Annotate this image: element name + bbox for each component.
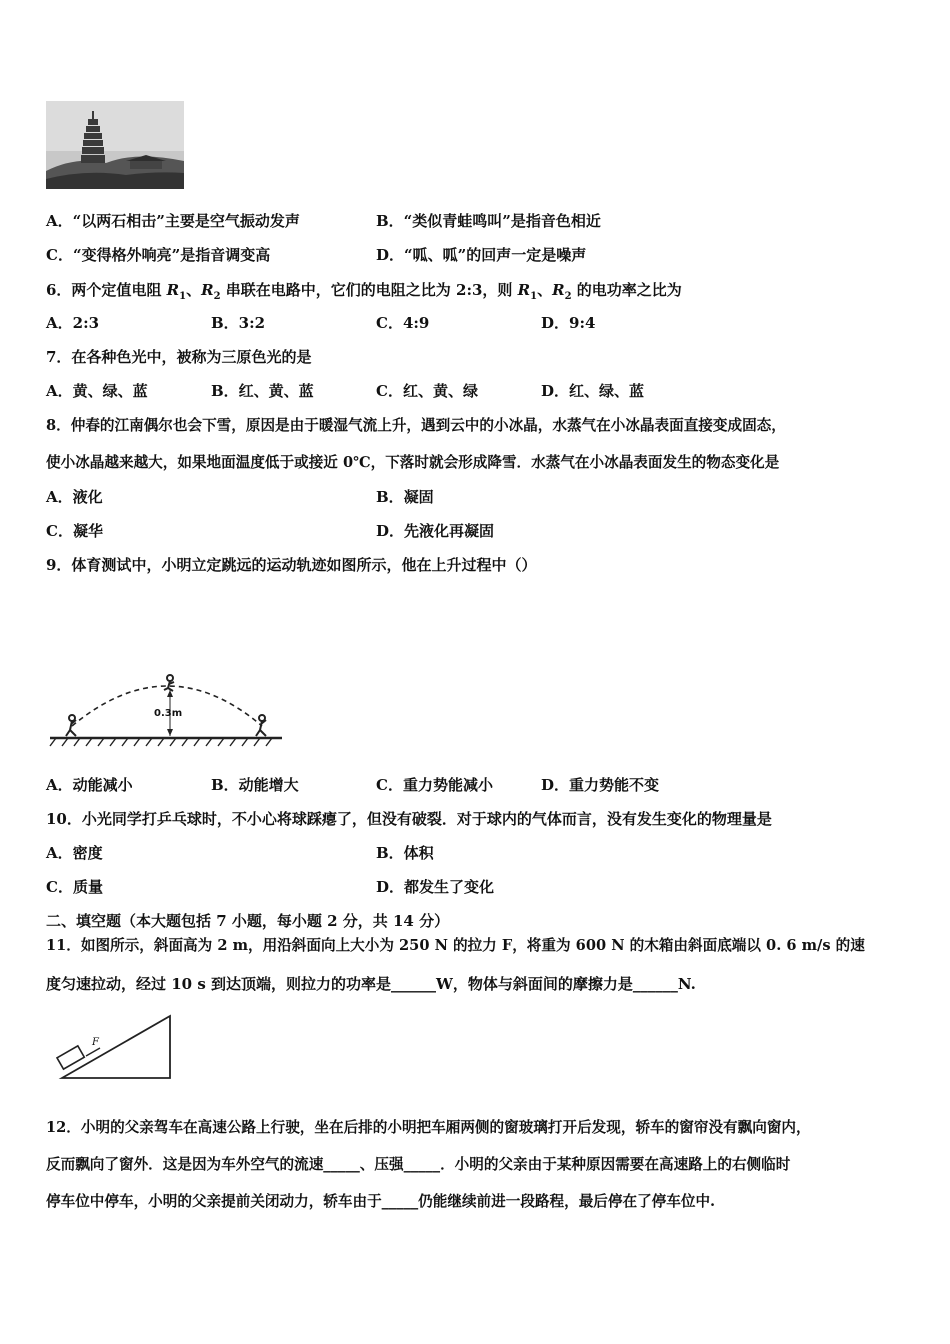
pagoda-photo-svg <box>46 101 184 189</box>
q7-option-c[interactable]: C．红、黄、绿 <box>376 382 478 400</box>
q6-r1-sub: 1 <box>179 291 187 302</box>
height-label: 0.3m <box>154 708 183 719</box>
q12-line-3-text-b: 仍能继续前进一段路程，最后停在了停车位中. <box>418 1193 716 1210</box>
q5-option-a[interactable]: A．“以两石相击”主要是空气振动发声 <box>46 212 300 230</box>
q11-line-1: 11．如图所示，斜面高为 2 m，用沿斜面向上大小为 250 N 的拉力 F，将重为 600 N 的木箱由斜面底端以 0. 6 m/s 的速 <box>46 937 865 954</box>
q7-option-b[interactable]: B．红、黄、蓝 <box>211 382 314 400</box>
q12-line-2-text-c: ．小明的父亲由于某种原因需要在高速路上的右侧临时 <box>440 1156 791 1173</box>
box-on-incline <box>57 1046 84 1069</box>
q8-option-d[interactable]: D．先液化再凝固 <box>376 522 495 540</box>
q12-line-1: 12．小明的父亲驾车在高速公路上行驶，坐在后排的小明把车厢两侧的窗玻璃打开后发现，轿车的窗帘没有飘向窗内， <box>46 1119 811 1136</box>
q9-option-d[interactable]: D．重力势能不变 <box>541 776 660 794</box>
q12-blank-3[interactable]: _____ <box>381 1193 419 1210</box>
q6-sep: 、 <box>186 281 202 299</box>
q8-line-1: 8．仲春的江南偶尔也会下雪，原因是由于暖湿气流上升，遇到云中的小冰晶，水蒸气在小冰晶表面直接变成固态， <box>46 417 786 434</box>
q6-r2b-sub: 2 <box>564 291 572 302</box>
q8-option-c[interactable]: C．凝华 <box>46 522 103 540</box>
q9-option-b[interactable]: B．动能增大 <box>211 776 299 794</box>
q8-option-a[interactable]: A．液化 <box>46 488 103 506</box>
q7-option-a[interactable]: A．黄、绿、蓝 <box>46 382 148 400</box>
force-arrow <box>86 1048 100 1056</box>
q10-option-c[interactable]: C．质量 <box>46 878 103 896</box>
q6-r1b-sub: 1 <box>530 291 538 302</box>
q6-option-c[interactable]: C．4:9 <box>376 314 430 332</box>
q6-r2-sub: 2 <box>213 291 221 302</box>
q6-r2: R <box>201 281 214 299</box>
incline-figure <box>56 1012 176 1082</box>
q10-option-b[interactable]: B．体积 <box>376 844 434 862</box>
jump-trajectory-figure <box>46 668 286 754</box>
jump-figure-svg <box>46 668 286 754</box>
q5-option-c[interactable]: C．“变得格外响亮”是指音调变高 <box>46 246 271 264</box>
q6-prefix: 6．两个定值电阻 <box>46 281 167 299</box>
q11-blank-2[interactable]: ______ <box>632 975 678 993</box>
jumper-start <box>66 715 76 736</box>
q11-line-2-text-b: W，物体与斜面间的摩擦力是 <box>436 975 633 993</box>
q10-stem: 10．小光同学打乒乓球时，不小心将球踩瘪了，但没有破裂．对于球内的气体而言，没有发生变化的物理量是 <box>46 810 772 828</box>
q6-middle: 串联在电路中，它们的电阻之比为 2:3，则 <box>220 281 518 299</box>
q12-line-2-text-b: 、压强 <box>359 1156 404 1173</box>
incline-figure-svg <box>56 1012 176 1082</box>
q6-option-b[interactable]: B．3:2 <box>211 314 266 332</box>
q6-r1b: R <box>517 281 531 299</box>
q10-option-d[interactable]: D．都发生了变化 <box>376 878 495 896</box>
q5-option-d[interactable]: D．“呱、呱”的回声一定是噪声 <box>376 246 587 264</box>
q12-line-3 <box>46 1192 715 1212</box>
q6-option-d[interactable]: D．9:4 <box>541 314 596 332</box>
jumper-land <box>256 715 266 736</box>
q6-sepb: 、 <box>537 281 553 299</box>
q6-r1: R <box>166 281 180 299</box>
q7-option-d[interactable]: D．红、绿、蓝 <box>541 382 645 400</box>
q12-blank-1[interactable]: _____ <box>323 1156 360 1173</box>
q12-blank-2[interactable]: _____ <box>403 1156 441 1173</box>
q7-stem: 7．在各种色光中，被称为三原色光的是 <box>46 348 312 366</box>
q8-option-b[interactable]: B．凝固 <box>376 488 434 506</box>
q11-blank-1[interactable]: ______ <box>391 975 436 993</box>
q9-option-c[interactable]: C．重力势能减小 <box>376 776 493 794</box>
q9-option-a[interactable]: A．动能减小 <box>46 776 133 794</box>
q12-line-2-text-a: 反而飘向了窗外．这是因为车外空气的流速 <box>46 1156 324 1173</box>
jumper-top <box>164 675 174 691</box>
q6-option-a[interactable]: A．2:3 <box>46 314 100 332</box>
q11-line-2-text-a: 度匀速拉动，经过 10 s 到达顶端，则拉力的功率是 <box>46 975 391 993</box>
q9-stem: 9．体育测试中，小明立定跳远的运动轨迹如图所示，他在上升过程中（） <box>46 556 537 574</box>
trajectory-curve <box>72 686 262 726</box>
q6-r2b: R <box>552 281 565 299</box>
pagoda-photo <box>46 101 184 189</box>
q12-line-2 <box>46 1155 790 1175</box>
force-label: F <box>92 1037 99 1048</box>
q12-line-3-text-a: 停车位中停车，小明的父亲提前关闭动力，轿车由于 <box>46 1193 382 1210</box>
q6-stem <box>46 280 682 307</box>
q11-line-2-text-c: N. <box>677 975 696 993</box>
q11-line-2 <box>46 974 696 994</box>
section-2-heading: 二、填空题（本大题包括 7 小题，每小题 2 分，共 14 分） <box>46 912 450 930</box>
q10-option-a[interactable]: A．密度 <box>46 844 103 862</box>
q5-option-b[interactable]: B．“类似青蛙鸣叫”是指音色相近 <box>376 212 601 230</box>
q6-suffix: 的电功率之比为 <box>571 281 682 299</box>
q8-line-2: 使小冰晶越来越大，如果地面温度低于或接近 0℃，下落时就会形成降雪．水蒸气在小冰晶表面发生的物态变化是 <box>46 454 780 471</box>
